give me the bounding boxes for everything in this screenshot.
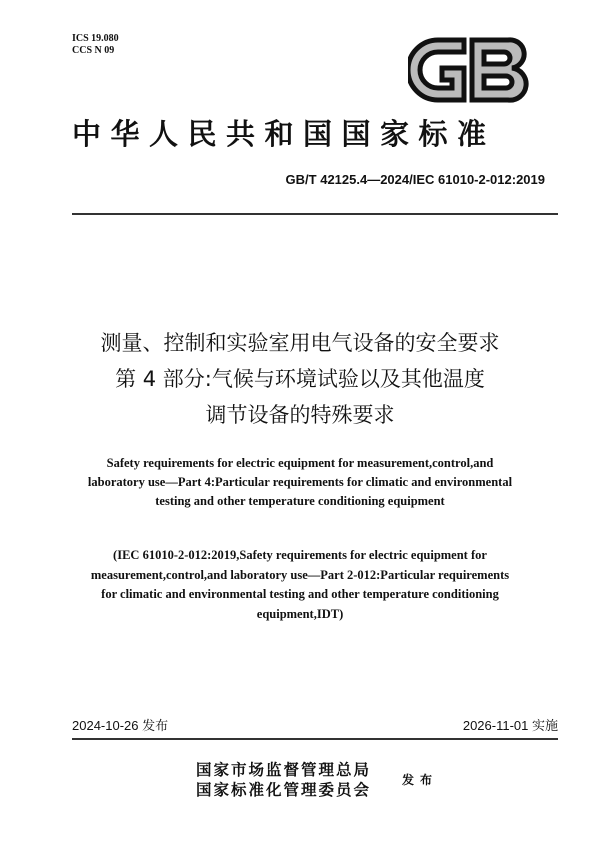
en-title-line: laboratory use—Part 4:Particular requirements for climatic and environmental — [87, 475, 513, 489]
cn-title-line: 第 4 部分:气候与环境试验以及其他温度 — [115, 367, 485, 391]
classification-codes — [72, 33, 119, 57]
idt-line: measurement,control,and laboratory use—Part 2-012:Particular requirements — [90, 567, 510, 582]
idt-line: (IEC 61010-2-012:2019,Safety requirements for electric equipment for — [113, 548, 487, 562]
issue-date: 2024-10-26 发布 — [72, 718, 169, 733]
cn-title-line: 测量、控制和实验室用电气设备的安全要求 — [100, 331, 500, 355]
header-divider — [72, 213, 558, 215]
english-title — [60, 454, 540, 511]
publisher: 国家标准化管理委员会 — [196, 780, 372, 799]
ccs-code: CCS N 09 — [72, 45, 115, 56]
implementation-date: 2026-11-01 实施 — [462, 718, 558, 733]
publish-label: 发布 — [402, 773, 439, 787]
national-standard-heading: 中华人民共和国国家标准 — [72, 117, 496, 151]
footer-divider — [72, 738, 558, 740]
standard-number: GB/T 42125.4—2024/IEC 61010-2-012:2019 — [285, 172, 545, 187]
chinese-title — [0, 325, 600, 433]
publisher: 国家市场监督管理总局 — [196, 760, 372, 779]
publishers — [196, 760, 371, 800]
idt-line: equipment,IDT) — [256, 606, 344, 621]
gb-logo — [408, 34, 532, 106]
en-title-line: testing and other temperature conditioning equipment — [155, 494, 445, 508]
identical-adoption-note — [60, 546, 540, 624]
idt-line: for climatic and environmental testing and other temperature conditioning — [101, 587, 499, 601]
cn-title-line: 调节设备的特殊要求 — [205, 403, 395, 427]
en-title-line: Safety requirements for electric equipment for measurement,control,and — [106, 456, 494, 470]
ics-code: ICS 19.080 — [72, 33, 119, 44]
